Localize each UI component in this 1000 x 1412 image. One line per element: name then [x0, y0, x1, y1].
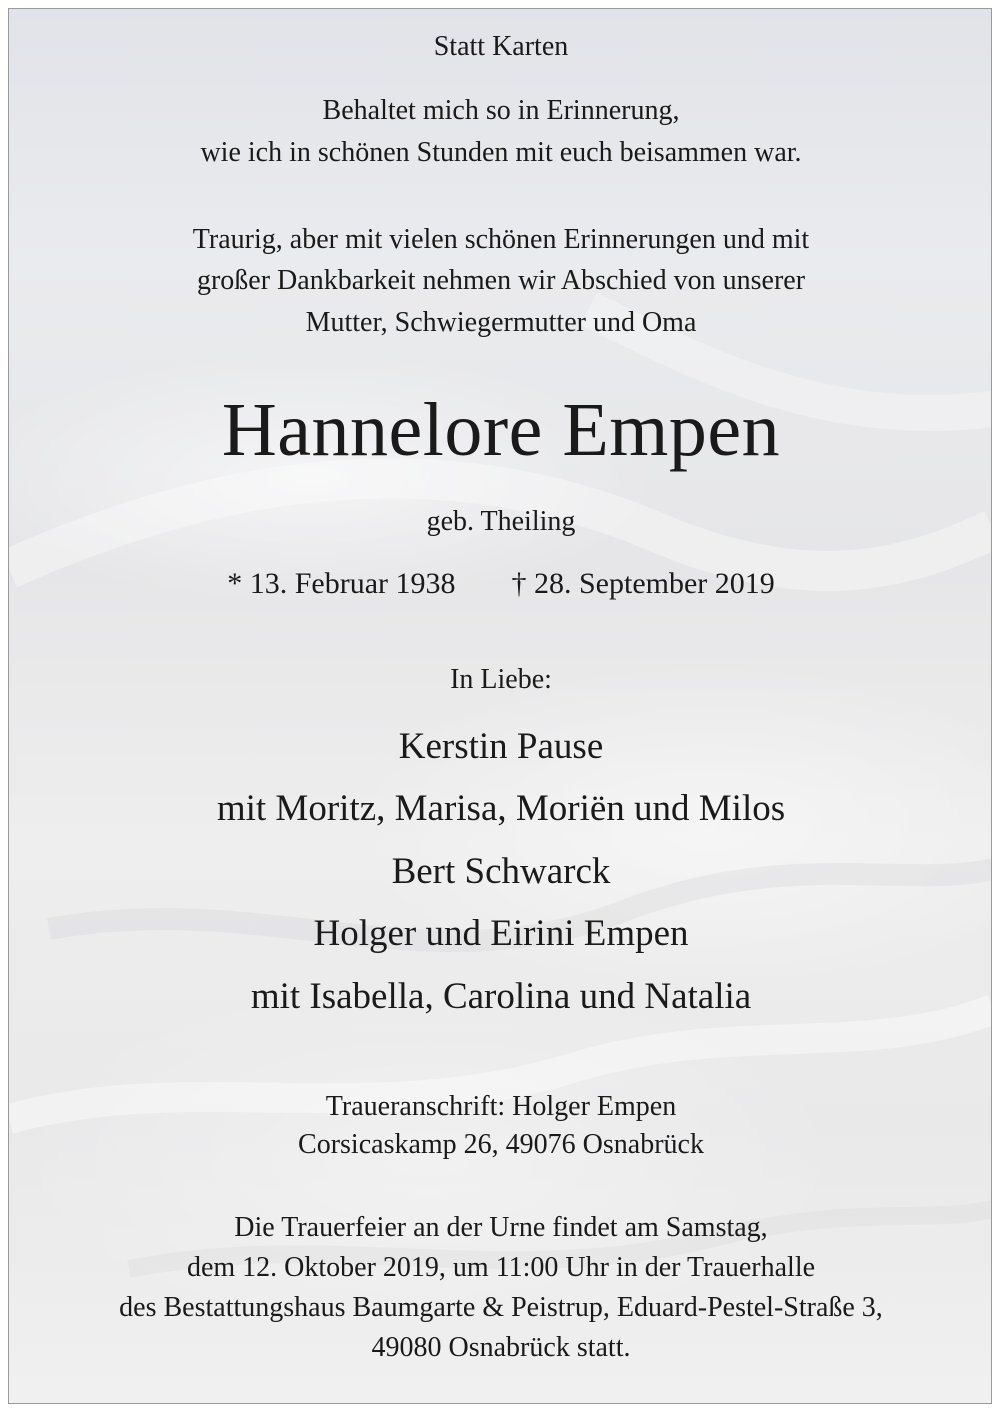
mourner-line-2: mit Moritz, Marisa, Moriën und Milos	[216, 788, 786, 829]
mourner-line-1: Kerstin Pause	[398, 726, 604, 767]
birth-date: * 13. Februar 1938	[227, 567, 456, 600]
birth-name: geb. Theiling	[426, 506, 576, 537]
top-note: Statt Karten	[433, 31, 569, 62]
ceremony-line-1: Die Trauerfeier an der Urne findet am Samstag,	[234, 1212, 768, 1243]
address-line-2: Corsicaskamp 26, 49076 Osnabrück	[298, 1129, 704, 1160]
mourner-line-3: Bert Schwarck	[391, 851, 611, 892]
ceremony-line-2: dem 12. Oktober 2019, um 11:00 Uhr in der Trauerhalle	[186, 1252, 816, 1283]
obituary-card	[8, 8, 992, 1404]
mourner-line-4: Holger und Eirini Empen	[313, 913, 689, 954]
quote-line-2: wie ich in schönen Stunden mit euch beisammen war.	[200, 137, 802, 168]
intro-line-2: großer Dankbarkeit nehmen wir Abschied von unserer	[196, 265, 806, 296]
intro-line-1: Traurig, aber mit vielen schönen Erinnerungen und mit	[192, 224, 810, 255]
death-date: † 28. September 2019	[511, 567, 775, 600]
ceremony-line-4: 49080 Osnabrück statt.	[371, 1332, 631, 1363]
intro-line-3: Mutter, Schwiegermutter und Oma	[305, 307, 697, 338]
deceased-name: Hannelore Empen	[221, 388, 781, 472]
address-line-1: Traueranschrift: Holger Empen	[325, 1091, 677, 1122]
mourner-line-5: mit Isabella, Carolina und Natalia	[250, 976, 752, 1017]
ceremony-line-3: des Bestattungshaus Baumgarte & Peistrup, Eduard-Pestel-Straße 3,	[119, 1292, 883, 1323]
life-dates	[9, 567, 992, 601]
background-cloth-texture	[9, 9, 992, 1404]
quote-line-1: Behaltet mich so in Erinnerung,	[322, 95, 680, 126]
mourners-heading: In Liebe:	[450, 664, 552, 695]
